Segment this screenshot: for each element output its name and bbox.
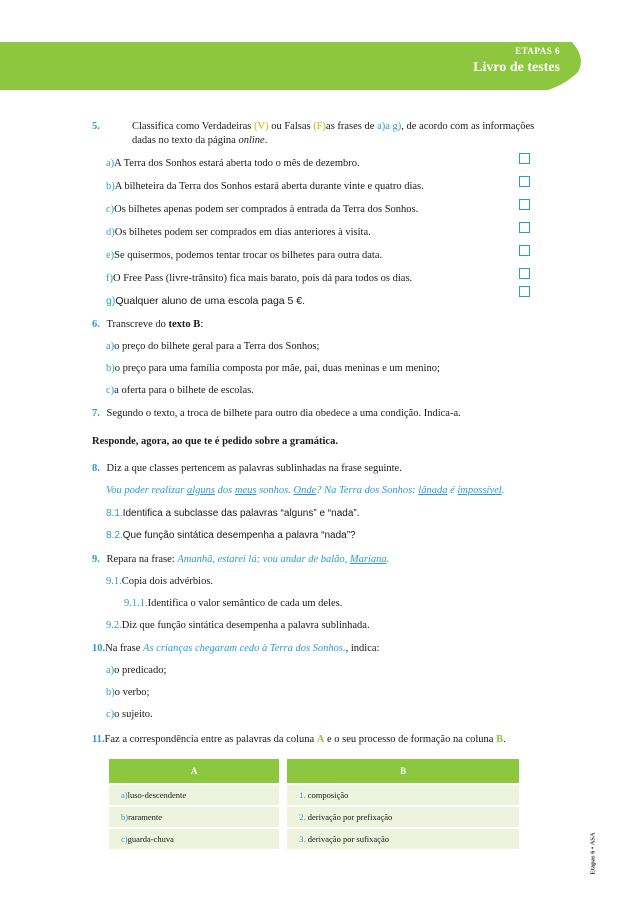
question-7 bbox=[92, 407, 461, 420]
subquestion-8-1 bbox=[106, 507, 359, 520]
subquestion-number: 8.2. bbox=[106, 530, 123, 541]
item-text: a oferta para o bilhete de escolas. bbox=[114, 385, 254, 396]
item-key: g) bbox=[106, 295, 116, 307]
list-item bbox=[106, 340, 319, 353]
subquestion-number: 9.2. bbox=[106, 620, 122, 631]
question-11 bbox=[92, 733, 506, 746]
item-key: a) bbox=[106, 665, 115, 676]
question-number: 5. bbox=[92, 121, 100, 132]
cell-key: 3. bbox=[299, 834, 306, 844]
sentence-part: é bbox=[447, 485, 458, 496]
q5-text: , de acordo com as informações bbox=[401, 121, 535, 132]
q6-colon: : bbox=[200, 319, 204, 330]
q10-text: Na frase bbox=[105, 643, 144, 654]
answer-checkbox[interactable] bbox=[519, 153, 530, 164]
underlined-word: meus bbox=[234, 485, 257, 496]
column-separator bbox=[279, 759, 287, 784]
underlined-word: lânada bbox=[418, 485, 448, 496]
sentence-part: dos bbox=[215, 485, 235, 496]
column-b-header: B bbox=[287, 759, 519, 784]
q6-bold: texto B bbox=[168, 319, 201, 330]
list-item bbox=[106, 249, 382, 262]
subquestion-text: Identifica a subclasse das palavras “alguns” e “nada”. bbox=[122, 508, 360, 519]
answer-checkbox[interactable] bbox=[519, 286, 530, 297]
cell-text: composição bbox=[307, 790, 349, 800]
list-item bbox=[106, 203, 418, 216]
column-a-header: A bbox=[109, 759, 279, 784]
header-banner bbox=[0, 0, 638, 100]
subquestion-9-1 bbox=[106, 575, 213, 588]
q8-text: Diz a que classes pertencem as palavras sublinhadas na frase seguinte. bbox=[106, 463, 402, 474]
question-9 bbox=[92, 553, 389, 566]
list-item bbox=[106, 180, 424, 193]
q11-text: e o seu processo de formação na coluna bbox=[324, 734, 497, 745]
column-a-label: A bbox=[316, 734, 325, 745]
item-text: o preço do bilhete geral para a Terra dos Sonhos; bbox=[114, 341, 320, 352]
q11-text: Faz a correspondência entre as palavras da coluna bbox=[104, 734, 317, 745]
table-row bbox=[109, 784, 519, 806]
item-text: Os bilhetes apenas podem ser comprados à entrada da Terra dos Sonhos. bbox=[114, 204, 419, 215]
subquestion-text: Que função sintática desempenha a palavra “nada”? bbox=[122, 530, 356, 541]
list-item bbox=[106, 384, 254, 397]
q7-text: Segundo o texto, a troca de bilhete para outro dia obedece a uma condição. Indica-a. bbox=[106, 408, 461, 419]
underlined-word: alguns bbox=[187, 485, 216, 496]
subquestion-number: 9.1.1. bbox=[124, 598, 148, 609]
answer-checkbox[interactable] bbox=[519, 199, 530, 210]
item-key: c) bbox=[106, 709, 115, 720]
matching-table bbox=[109, 759, 519, 849]
item-text: o preço para uma família composta por mãe, pai, duas meninas e um menino; bbox=[114, 363, 440, 374]
answer-checkbox[interactable] bbox=[519, 268, 530, 279]
question-10 bbox=[92, 642, 379, 655]
list-item bbox=[106, 157, 360, 170]
cell-text: luso-descendente bbox=[127, 790, 187, 800]
cell-key: a) bbox=[121, 790, 128, 800]
cell-key: 1. bbox=[299, 790, 306, 800]
item-key: b) bbox=[106, 687, 115, 698]
item-text: Qualquer aluno de uma escola paga 5 €. bbox=[115, 295, 306, 307]
item-key: d) bbox=[106, 227, 115, 238]
example-sentence bbox=[106, 484, 504, 497]
item-text: o predicado; bbox=[114, 665, 167, 676]
section-heading: Responde, agora, ao que te é pedido sobre a gramática. bbox=[92, 436, 338, 447]
table-cell bbox=[287, 828, 519, 849]
item-text: Se quisermos, podemos tentar trocar os bilhetes para outra data. bbox=[114, 250, 383, 261]
q10-quote: As crianças chegaram cedo à Terra dos Sonhos. bbox=[143, 643, 346, 654]
column-b-label: B bbox=[496, 734, 504, 745]
q5-online: online bbox=[238, 135, 265, 146]
underlined-word: impossível bbox=[457, 485, 502, 496]
q11-text: . bbox=[503, 734, 506, 745]
question-number: 10. bbox=[92, 643, 106, 654]
item-key: a) bbox=[106, 341, 115, 352]
q5-f-label: (F) bbox=[313, 121, 327, 132]
question-8 bbox=[92, 462, 402, 475]
item-text: o verbo; bbox=[114, 687, 150, 698]
table-cell bbox=[109, 806, 279, 828]
side-footer bbox=[589, 830, 602, 882]
underlined-word: Onde bbox=[293, 485, 317, 496]
item-text: A bilheteira da Terra dos Sonhos estará aberta durante vinte e quatro dias. bbox=[114, 181, 424, 192]
subquestion-9-2 bbox=[106, 619, 370, 632]
list-item bbox=[106, 664, 166, 677]
list-item bbox=[106, 295, 305, 308]
item-key: c) bbox=[106, 204, 115, 215]
subquestion-9-1-1 bbox=[124, 597, 342, 610]
question-5-text bbox=[132, 120, 534, 133]
column-separator bbox=[279, 828, 287, 849]
list-item bbox=[106, 362, 440, 375]
table-row bbox=[109, 828, 519, 849]
item-key: a) bbox=[106, 158, 115, 169]
answer-checkbox[interactable] bbox=[519, 245, 530, 256]
q5-text: as frases de bbox=[326, 121, 378, 132]
list-item bbox=[106, 708, 153, 721]
item-text: A Terra dos Sonhos estará aberta todo o mês de dezembro. bbox=[114, 158, 360, 169]
q9-quote-end: . bbox=[386, 554, 390, 565]
table-cell bbox=[109, 828, 279, 849]
table-header-row bbox=[109, 759, 519, 784]
column-separator bbox=[279, 784, 287, 806]
sentence-part: ? Na Terra dos Sonhos: bbox=[316, 485, 419, 496]
subquestion-text: Copia dois advérbios. bbox=[121, 576, 214, 587]
item-key: b) bbox=[106, 181, 115, 192]
cell-text: guarda-chuva bbox=[127, 834, 174, 844]
question-number: 7. bbox=[92, 408, 100, 419]
question-6 bbox=[92, 318, 203, 331]
table-cell bbox=[109, 784, 279, 806]
question-number: 8. bbox=[92, 463, 100, 474]
series-label: ETAPAS 6 bbox=[515, 46, 560, 56]
item-key: f) bbox=[106, 273, 113, 284]
item-key: c) bbox=[106, 385, 115, 396]
cell-text: derivação por prefixação bbox=[307, 812, 393, 822]
cell-text: derivação por sufixação bbox=[307, 834, 389, 844]
subquestion-text: Identifica o valor semântico de cada um deles. bbox=[147, 598, 343, 609]
table-cell bbox=[287, 784, 519, 806]
question-5-line2: dadas no texto da página online. bbox=[132, 135, 268, 146]
answer-checkbox[interactable] bbox=[519, 176, 530, 187]
question-number: 11. bbox=[92, 734, 105, 745]
item-text: o sujeito. bbox=[114, 709, 153, 720]
side-footer-text: Etapas 6 • ASA bbox=[589, 832, 597, 875]
question-number: 9. bbox=[92, 554, 100, 565]
item-key: e) bbox=[106, 250, 115, 261]
subquestion-8-2 bbox=[106, 529, 356, 542]
sentence-part: sonhos. bbox=[256, 485, 294, 496]
subquestion-text: Diz que função sintática desempenha a palavra sublinhada. bbox=[121, 620, 370, 631]
question-number: 6. bbox=[92, 319, 100, 330]
q10-text: , indica: bbox=[345, 643, 380, 654]
sentence-part: . bbox=[501, 485, 505, 496]
underlined-word: Mariana bbox=[349, 554, 387, 565]
q5-text: ou Falsas bbox=[268, 121, 314, 132]
q5-text: Classifica como Verdadeiras bbox=[132, 121, 254, 132]
cell-key: 2. bbox=[299, 812, 306, 822]
column-separator bbox=[279, 806, 287, 828]
list-item bbox=[106, 686, 149, 699]
cell-key: b) bbox=[121, 812, 129, 822]
q5-range: a)a g) bbox=[377, 121, 402, 132]
question-5 bbox=[92, 120, 100, 133]
book-title: Livro de testes bbox=[473, 60, 560, 75]
subquestion-number: 9.1. bbox=[106, 576, 122, 587]
table-row bbox=[109, 806, 519, 828]
cell-text: raramente bbox=[128, 812, 163, 822]
item-text: Os bilhetes podem ser comprados em dias anteriores à visita. bbox=[114, 227, 371, 238]
list-item bbox=[106, 226, 371, 239]
item-key: b) bbox=[106, 363, 115, 374]
q6-text: Transcreve do bbox=[106, 319, 169, 330]
cell-key: c) bbox=[121, 834, 128, 844]
subquestion-number: 8.1. bbox=[106, 508, 123, 519]
table-cell bbox=[287, 806, 519, 828]
q5-v-label: (V) bbox=[253, 121, 269, 132]
item-text: O Free Pass (livre-trânsito) fica mais barato, pois dá para todos os dias. bbox=[113, 273, 413, 284]
q9-text: Repara na frase: bbox=[106, 554, 178, 565]
q9-quote: Amanhã, estarei lá; vou andar de balão, bbox=[177, 554, 350, 565]
sentence-part: Vou poder realizar bbox=[106, 485, 187, 496]
list-item bbox=[106, 272, 412, 285]
q5-text: dadas no texto da página bbox=[132, 135, 239, 146]
answer-checkbox[interactable] bbox=[519, 222, 530, 233]
